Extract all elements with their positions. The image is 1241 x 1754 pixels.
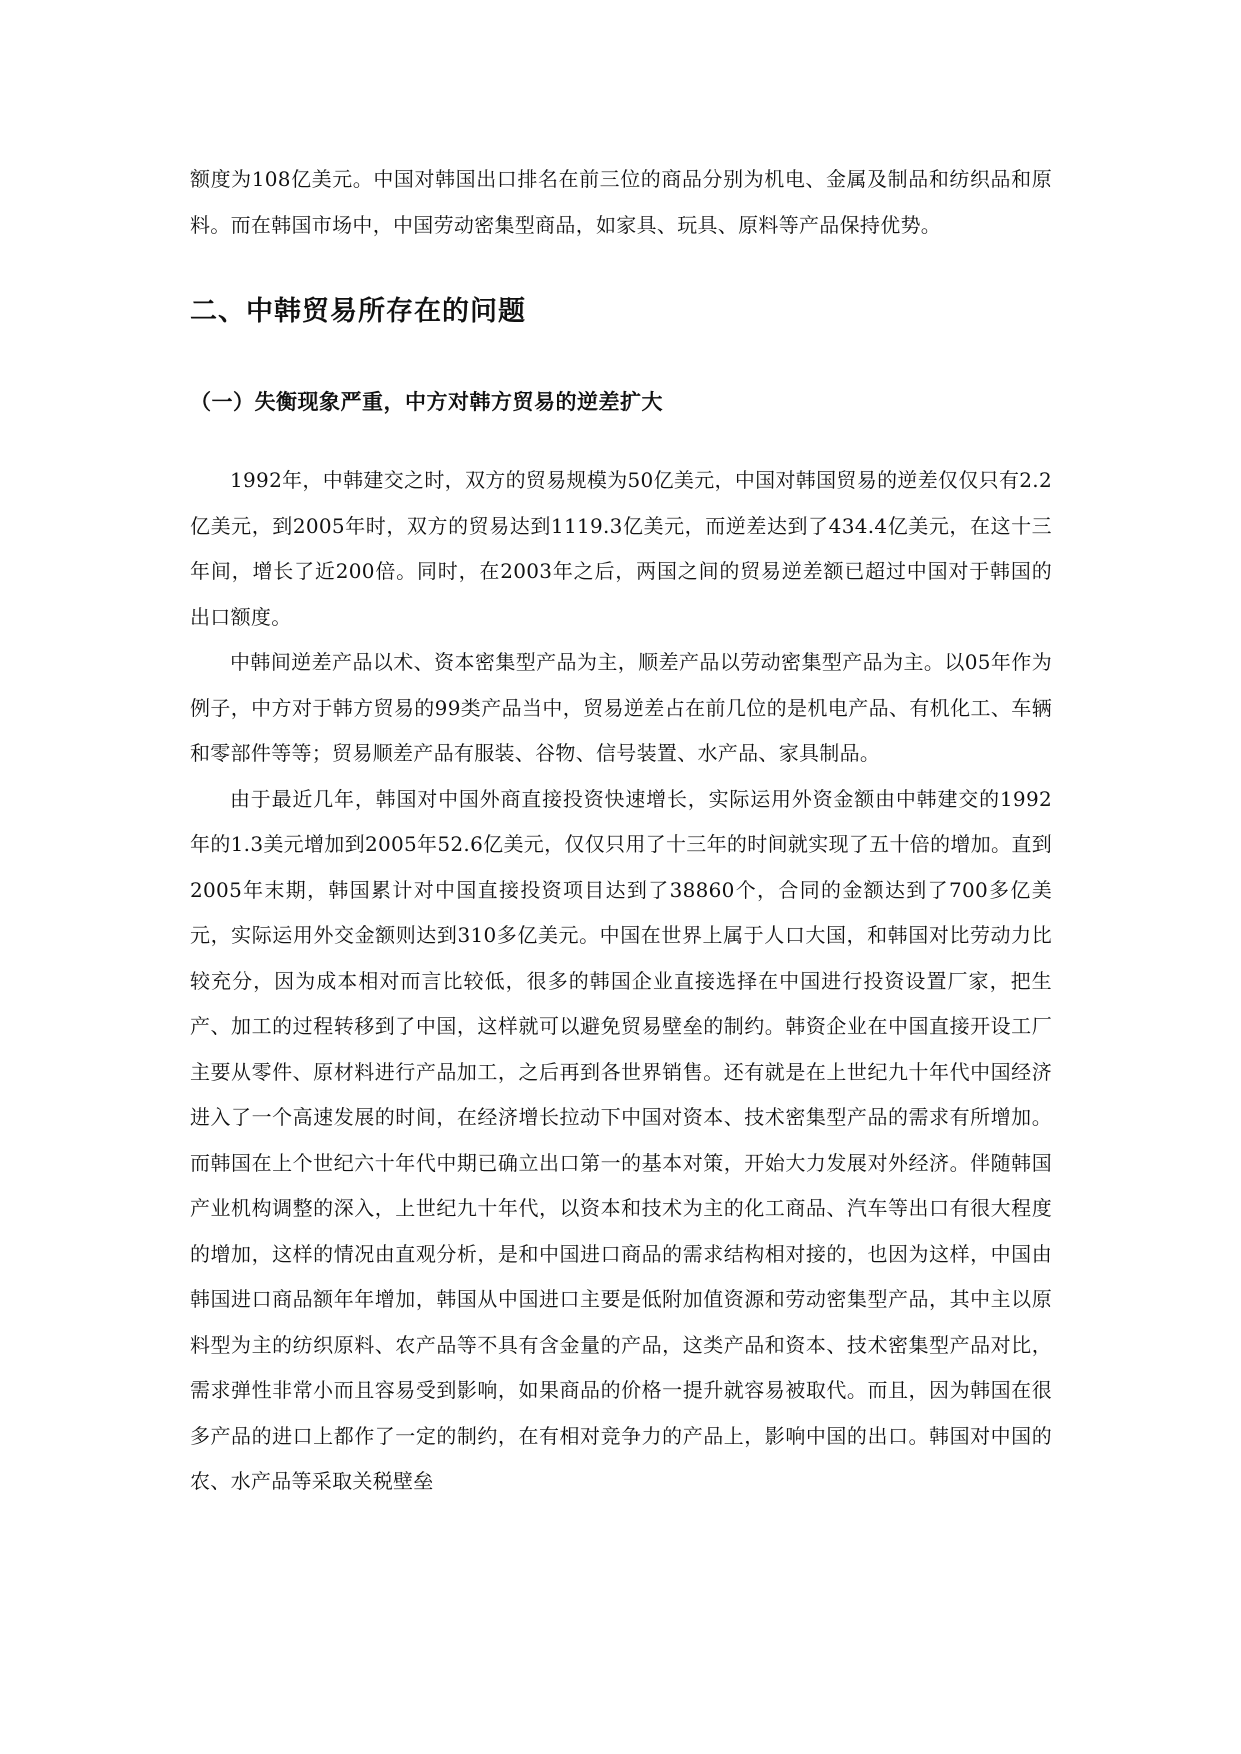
subsection-heading: （一）失衡现象严重，中方对韩方贸易的逆差扩大 <box>190 390 663 414</box>
paragraph-investment: 由于最近几年，韩国对中国外商直接投资快速增长，实际运用外资金额由中韩建交的1992年的1.3美元增加到2005年52.6亿美元，仅仅只用了十三年的时间就实现了五十倍的增加。直到2005年末期，韩国累计对中国直接投资项目达到了38860个，合同的金额达到了700多亿美元，实际运用外交金额则达到310多亿美元。中国在世界上属于人口大国，和韩国对比劳动力比较充分，因为成本相对而言比较低，很多的韩国企业直接选择在中国进行投资设置厂家，把生产、加工的过程转移到了中国，这样就可以避免贸易壁垒的制约。韩资企业在中国直接开设工厂主要从零件、原材料进行产品加工，之后再到各世界销售。还有就是在上世纪九十年代中国经济进入了一个高速发展的时间，在经济增长拉动下中国对资本、技术密集型产品的需求有所增加。而韩国在上个世纪六十年代中期已确立出口第一的基本对策，开始大力发展对外经济。伴随韩国产业机构调整的深入，上世纪九十年代，以资本和技术为主的化工商品、汽车等出口有很大程度的增加，这样的情况由直观分析，是和中国进口商品的需求结构相对接的，也因为这样，中国由韩国进口商品额年年增加，韩国从中国进口主要是低附加值资源和劳动密集型产品，其中主以原料型为主的纺织原料、农产品等不具有含金量的产品，这类产品和资本、技术密集型产品对比，需求弹性非常小而且容易受到影响，如果商品的价格一提升就容易被取代。而且，因为韩国在很多产品的进口上都作了一定的制约，在有相对竞争力的产品上，影响中国的出口。韩国对中国的农、水产品等采取关税壁垒 <box>190 786 1052 1493</box>
paragraph-product-structure: 中韩间逆差产品以术、资本密集型产品为主，顺差产品以劳动密集型产品为主。以05年作为例子，中方对于韩方贸易的99类产品当中，贸易逆差占在前几位的是机电产品、有机化工、车辆和零部件等等；贸易顺差产品有服装、谷物、信号装置、水产品、家具制品。 <box>190 650 1052 765</box>
paragraph-trade-deficit: 1992年，中韩建交之时，双方的贸易规模为50亿美元，中国对韩国贸易的逆差仅仅只有2.2亿美元，到2005年时，双方的贸易达到1119.3亿美元，而逆差达到了434.4亿美元，在这十三年间，增长了近200倍。同时，在2003年之后，两国之间的贸易逆差额已超过中国对于韩国的出口额度。 <box>190 468 1052 629</box>
section-body <box>190 458 1052 1505</box>
intro-paragraph: 额度为108亿美元。中国对韩国出口排名在前三位的商品分别为机电、金属及制品和纺织品和原料。而在韩国市场中，中国劳动密集型商品，如家具、玩具、原料等产品保持优势。 <box>190 167 1052 237</box>
page-content <box>190 157 1052 1505</box>
section-heading: 二、中韩贸易所存在的问题 <box>190 296 526 327</box>
